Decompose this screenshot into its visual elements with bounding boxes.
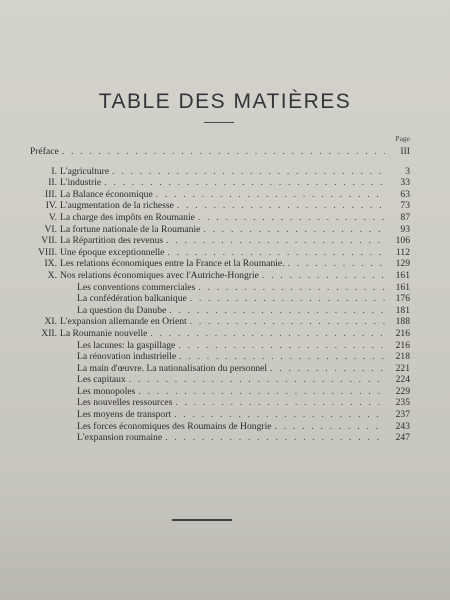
subentry-title: La question du Danube — [77, 304, 167, 316]
toc-chapter-row — [30, 224, 410, 236]
toc-preface-page: III — [400, 146, 410, 157]
toc-subentry-row — [30, 421, 410, 433]
toc-chapter-row — [30, 247, 410, 259]
toc-chapter-row — [30, 166, 410, 178]
toc-chapter-row — [30, 212, 410, 224]
leader-dots — [175, 397, 385, 409]
toc-subentry-row — [30, 293, 410, 305]
toc-entries — [30, 166, 410, 444]
chapter-title: L'expansion allemande en Orient — [60, 316, 187, 328]
leader-dots — [179, 351, 385, 363]
page-number: 181 — [395, 304, 410, 316]
toc-subentry-row — [30, 386, 410, 398]
leader-dots — [150, 328, 385, 340]
page-column-header: Page — [395, 134, 410, 143]
toc-chapter-row — [30, 189, 410, 201]
page-number: 176 — [395, 293, 410, 305]
leader-dots — [275, 421, 386, 433]
subentry-title: L'expansion roumaine — [77, 432, 163, 444]
page-number: 247 — [395, 432, 410, 444]
leader-dots — [129, 374, 385, 386]
chapter-number: V. — [48, 211, 57, 223]
chapter-number: XII. — [41, 327, 57, 339]
leader-dots — [112, 166, 385, 178]
subentry-title: La rénovation industrielle — [77, 351, 177, 363]
chapter-number: I. — [51, 165, 57, 177]
leader-dots — [104, 177, 385, 189]
page-number: 161 — [395, 269, 410, 281]
chapter-title: L'industrie — [60, 177, 102, 189]
toc-chapter-row — [30, 177, 410, 189]
leader-dots — [62, 146, 385, 158]
chapter-number: IX. — [44, 258, 57, 270]
page-number: 3 — [405, 165, 410, 177]
subentry-title: Les monopoles — [77, 385, 136, 397]
leader-dots — [177, 200, 385, 212]
page-number: 243 — [395, 420, 410, 432]
page-number: 235 — [395, 397, 410, 409]
toc-subentry-row — [30, 397, 410, 409]
leader-dots — [178, 340, 385, 352]
subentry-title: Les capitaux — [77, 374, 126, 386]
leader-dots — [288, 258, 385, 270]
chapter-title: La Répartition des revenus — [60, 235, 164, 247]
leader-dots — [156, 189, 385, 201]
toc-preface-label: Préface — [30, 146, 59, 157]
title-underline — [204, 122, 234, 123]
leader-dots — [174, 409, 385, 421]
chapter-number: VII. — [41, 235, 57, 247]
subentry-title: Les nouvelles ressources — [77, 397, 173, 409]
chapter-title: La charge des impôts en Roumanie — [60, 211, 195, 223]
page-number: 93 — [400, 223, 410, 235]
page-number: 221 — [395, 362, 410, 374]
subentry-title: La confédération balkanique — [77, 293, 187, 305]
chapter-title: Une époque exceptionnelle — [60, 246, 165, 258]
chapter-title: La fortune nationale de la Roumanie — [60, 223, 201, 235]
toc-chapter-row — [30, 270, 410, 282]
leader-dots — [203, 224, 385, 236]
leader-dots — [169, 305, 385, 317]
bottom-rule — [172, 519, 232, 521]
leader-dots — [165, 432, 385, 444]
chapter-number: X. — [47, 269, 57, 281]
subentry-title: Les moyens de transport — [77, 409, 172, 421]
page-title: TABLE DES MATIÈRES — [98, 90, 352, 113]
toc-chapter-row — [30, 328, 410, 340]
page-number: 112 — [395, 246, 410, 258]
page-number: 188 — [395, 316, 410, 328]
subentry-title: Les lacunes: la gaspillage — [77, 339, 176, 351]
leader-dots — [270, 363, 385, 375]
subentry-title: Les forces économiques des Roumains de Hongrie — [77, 420, 272, 432]
chapter-title: La Roumanie nouvelle — [60, 327, 148, 339]
page-number: 129 — [395, 258, 410, 270]
page-number: 161 — [395, 281, 410, 293]
chapter-number: II. — [48, 177, 57, 189]
chapter-title: La Balance économique — [60, 188, 153, 200]
chapter-number: III. — [45, 188, 57, 200]
page-number: 237 — [395, 409, 410, 421]
leader-dots — [198, 282, 385, 294]
leader-dots — [167, 247, 385, 259]
subentry-title: La main d'œuvre. La nationalisation du personnel — [77, 362, 268, 374]
chapter-number: IV. — [45, 200, 57, 212]
leader-dots — [166, 235, 385, 247]
chapter-number: VIII. — [38, 246, 57, 258]
leader-dots — [190, 293, 385, 305]
toc-chapter-row — [30, 235, 410, 247]
chapter-title: Les relations économiques entre la France et la Roumanie. — [60, 258, 285, 270]
toc-chapter-row — [30, 316, 410, 328]
toc-subentry-row — [30, 340, 410, 352]
page-number: 224 — [395, 374, 410, 386]
page-number: 218 — [395, 351, 410, 363]
page-number: 106 — [395, 235, 410, 247]
chapter-number: XI. — [44, 316, 57, 328]
page-number: 73 — [400, 200, 410, 212]
page-number: 216 — [395, 339, 410, 351]
page-number: 63 — [400, 188, 410, 200]
toc-subentry-row — [30, 363, 410, 375]
subentry-title: Les conventions commerciales — [77, 281, 196, 293]
page-number: 229 — [395, 385, 410, 397]
toc-chapter-row — [30, 258, 410, 270]
table-of-contents — [30, 146, 410, 444]
toc-subentry-row — [30, 351, 410, 363]
page-number: 33 — [400, 177, 410, 189]
toc-subentry-row — [30, 374, 410, 386]
chapter-number: VI. — [44, 223, 57, 235]
toc-subentry-row — [30, 282, 410, 294]
toc-preface-row — [30, 146, 410, 158]
page-number: 216 — [395, 327, 410, 339]
toc-subentry-row — [30, 409, 410, 421]
leader-dots — [198, 212, 385, 224]
chapter-title: L'augmentation de la richesse — [60, 200, 174, 212]
leader-dots — [190, 316, 385, 328]
page-number: 87 — [400, 211, 410, 223]
toc-chapter-row — [30, 200, 410, 212]
toc-subentry-row — [30, 432, 410, 444]
chapter-title: L'agriculture — [60, 165, 110, 177]
leader-dots — [138, 386, 385, 398]
leader-dots — [262, 270, 385, 282]
toc-subentry-row — [30, 305, 410, 317]
chapter-title: Nos relations économiques avec l'Autriche-Hongrie — [60, 269, 259, 281]
